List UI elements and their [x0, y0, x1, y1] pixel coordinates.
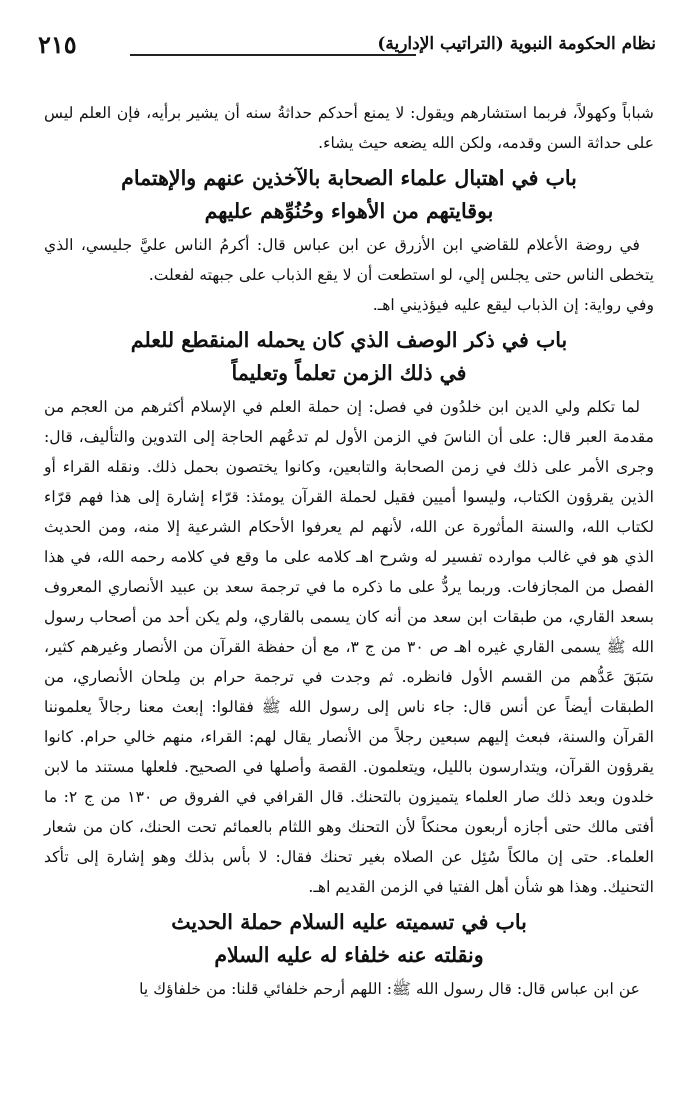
section-heading-knowledge-bearer	[44, 324, 654, 390]
paragraph-variant-narration: وفي رواية: إن الذباب ليقع عليه فيؤذيني اهـ.	[372, 296, 654, 314]
heading-line: باب في تسميته عليه السلام حملة الحديث	[171, 910, 527, 934]
header-rule	[130, 54, 416, 56]
section-heading-companions	[44, 162, 654, 228]
section-heading-hadith-bearers	[44, 906, 654, 972]
heading-line: في ذلك الزمن تعلماً وتعليماً	[231, 361, 467, 385]
running-title: نظام الحكومة النبوية (التراتيب الإدارية)	[377, 34, 656, 54]
page-header	[38, 30, 656, 66]
page-body	[44, 98, 654, 1004]
heading-line: باب في اهتبال علماء الصحابة بالآخذين عنهم والإهتمام	[121, 166, 577, 190]
intro-paragraph: شباباً وكهولاً، فربما استشارهم ويقول: لا يمنع أحدكم حداثةُ سنه أن يشير برأيه، فإن العلم ليس على حداثة السن وقدمه، ولكن الله يضعه حيث يشاء.	[44, 104, 654, 152]
page-number: ٢١٥	[38, 30, 77, 59]
paragraph-ibn-khaldun: لما تكلم ولي الدين ابن خلدُون في فصل: إن حملة العلم في الإسلام أكثرهم من العجم من مقدمة العبر قال: على أن الناسَ في الزمن الأول لم تدعُهم الحاجة إلى التدوين والتأليف، قال: وجرى الأمر على ذلك في زمن الصحابة والتابعين، وكانوا يختصون بحمل ذلك. ونقله القراء أو الذين يقرؤون الكتاب، وليسوا أميين فقيل لحملة القرآن يومئذ: قرّاء إشارة إلى هذا فهم قرّاء لكتاب الله، والسنة المأثورة عن الله، لأنهم لم يعرفوا الأحكام الشرعية إلا منه، ومن الحديث الذي هو في غالب موارده تفسير له وشرح اهـ كلامه على ما وقع في كلامه رحمه الله، في هذا الفصل من المجازفات. وربما يردُّ على ما ذكره ما في ترجمة سعد بن عبيد الأنصاري المعروف بسعد القاري، من طبقات ابن سعد من أنه كان يسمى بالقاري، ولم يكن أحد من أصحاب رسول الله ﷺ يسمى القاري غيره اهـ ص ٣٠ من ج ٣، مع أن حفظة القرآن من الأنصار وغيرهم كثير، سَبَقَ عَدُّهم من القسم الأول فانظره. ثم وجدت في ترجمة حرام بن مِلحان الأنصاري، من الطبقات أيضاً عن أنس قال: جاء ناس إلى رسول الله ﷺ فقالوا: إبعث معنا رجالاً يعلموننا القرآن والسنة، فبعث إليهم سبعين رجلاً من الأنصار يقال لهم: القراء، منهم خالي حرام. كانوا يقرؤون القرآن، ويتدارسون بالليل، ويتعلمون. القصة وأصلها في الصحيح. فلعلها مستند ما لابن خلدون وبعد ذلك صار العلماء يتميزون بالتحنك. قال القرافي في الفروق ص ١٣٠ من ج ٢: ما أفتى مالك حتى أجازه أربعون محنكاً لأن التحنك وهو اللثام بالعمائم تحت الحنك، كان من شعار العلماء. حتى إن مالكاً سُئِل عن الصلاه بغير تحنك فقال: لا بأس بذلك وهو إشارة إلى تأكد التحنيك. وهذا هو شأن أهل الفتيا في الزمن القديم اهـ.	[44, 398, 654, 896]
heading-line: بوقايتهم من الأهواء وحُنُوِّهم عليهم	[204, 199, 494, 223]
heading-line: باب في ذكر الوصف الذي كان يحمله المنقطع للعلم	[130, 328, 568, 352]
paragraph-successors: عن ابن عباس قال: قال رسول الله ﷺ: اللهم أرحم خلفائي قلنا: من خلفاؤك يا	[139, 980, 640, 998]
paragraph-ibn-abbas: في روضة الأعلام للقاضي ابن الأزرق عن ابن عباس قال: أكرمُ الناس عليَّ جليسي، الذي يتخطى الناس حتى يجلس إلي، لو استطعت أن لا يقع الذباب على جبهته لفعلت.	[44, 236, 654, 284]
heading-line: ونقلته عنه خلفاء له عليه السلام	[214, 943, 484, 967]
